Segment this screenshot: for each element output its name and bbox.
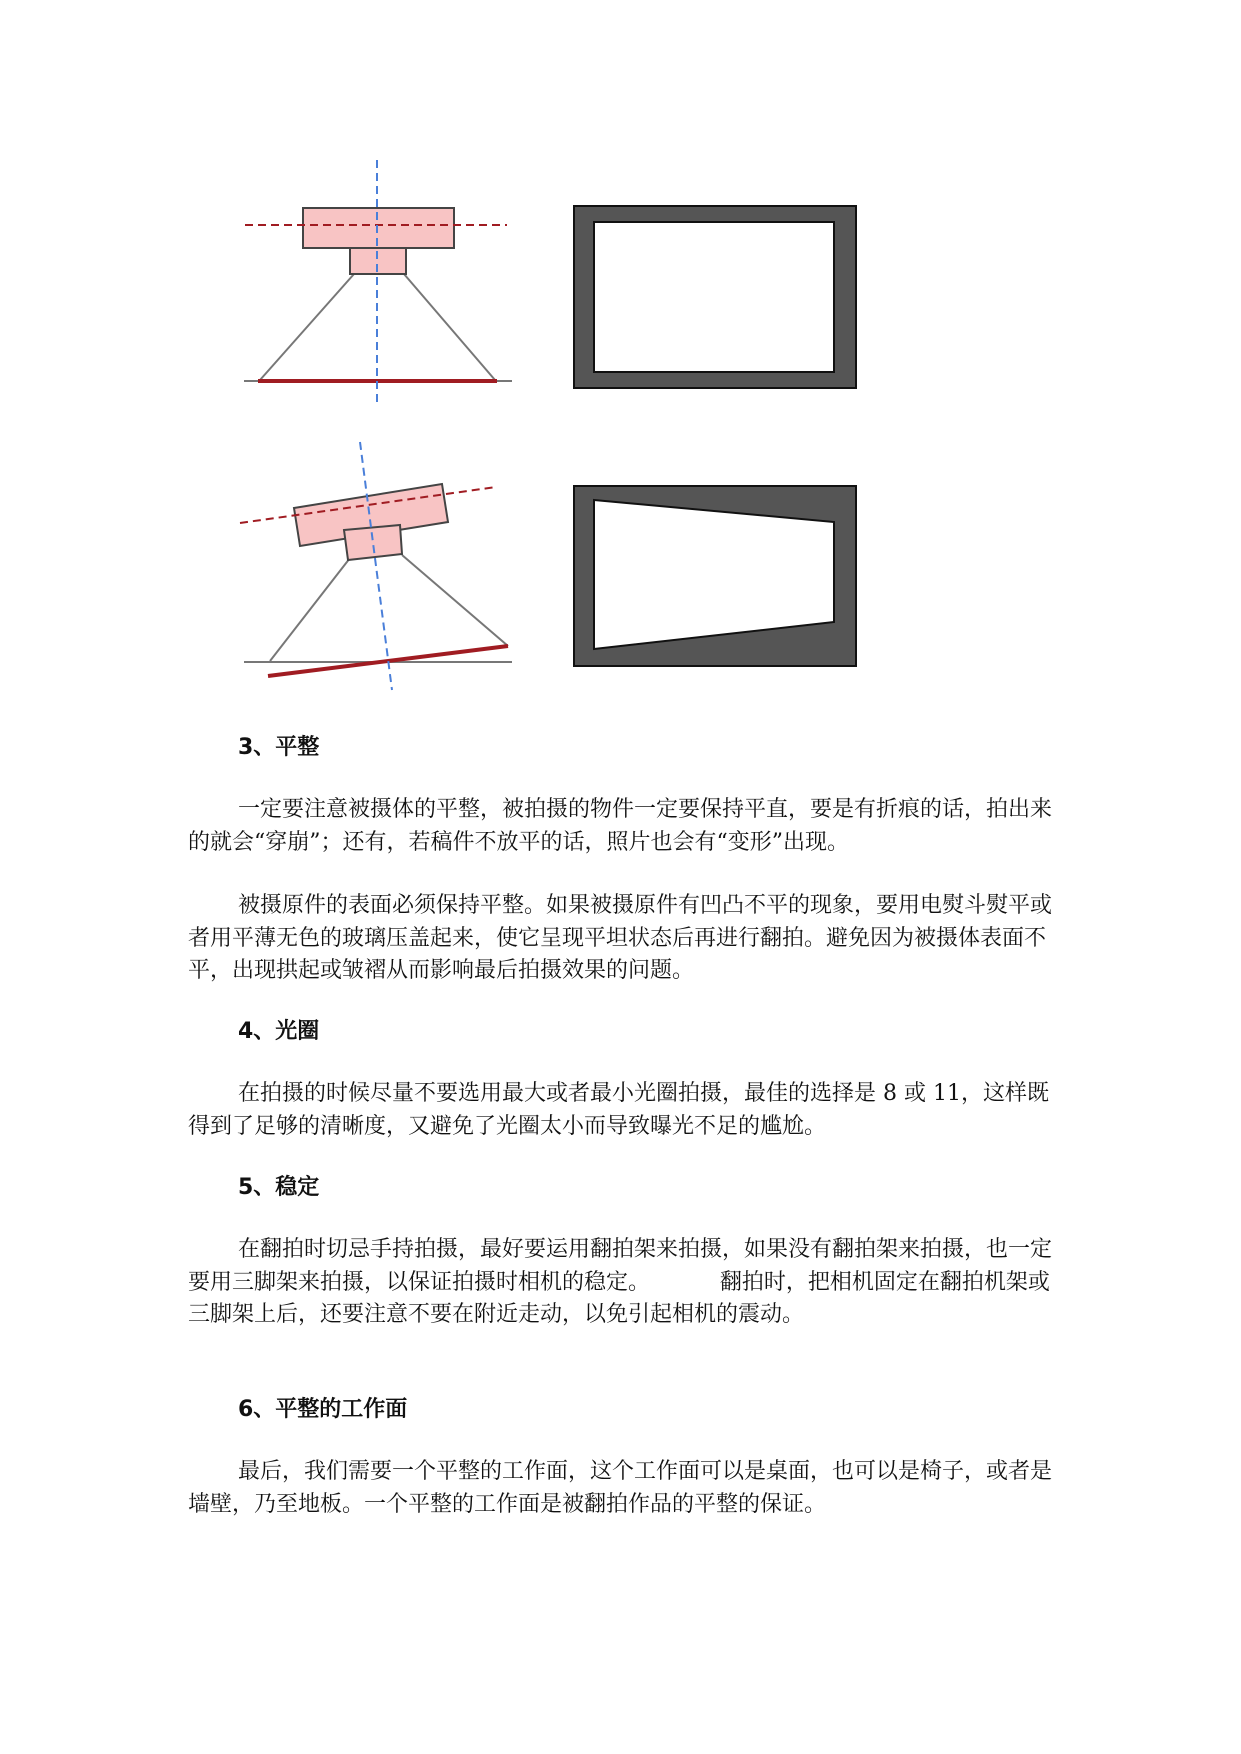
paragraph-work-surface: 最后，我们需要一个平整的工作面，这个工作面可以是桌面，也可以是椅子，或者是墙壁，乃至地板。一个平整的工作面是被翻拍作品的平整的保证。 <box>188 1459 1053 1517</box>
optical-axis-line <box>360 442 392 690</box>
paragraph-stability: 在翻拍时切忌手持拍摄，最好要运用翻拍架来拍摄，如果没有翻拍架来拍摄，也一定要用三脚架来拍摄，以保证拍摄时相机的稳定。 翻拍时，把相机固定在翻拍机架或三脚架上后，还要注意不要在附近走动，以免引起相机的震动。 <box>188 1237 1053 1327</box>
aligned-result-frame <box>574 206 856 388</box>
distorted-photo-area <box>594 500 834 649</box>
paragraph-aperture: 在拍摄的时候尽量不要选用最大或者最小光圈拍摄，最佳的选择是 8 或 11，这样既得到了足够的清晰度，又避免了光圈太小而导致曝光不足的尴尬。 <box>188 1081 1049 1139</box>
tilted-result-frame <box>574 486 856 666</box>
section-heading-flatness: 3、平整 <box>238 735 320 760</box>
tilted-camera-diagram <box>240 442 512 690</box>
paragraph-flatness-2: 被摄原件的表面必须保持平整。如果被摄原件有凹凸不平的现象，要用电熨斗熨平或者用平薄无色的玻璃压盖起来，使它呈现平坦状态后再进行翻拍。避免因为被摄体表面不平，出现拱起或皱褶从而影响最后拍摄效果的问题。 <box>188 893 1053 983</box>
section-heading-stability: 5、稳定 <box>238 1175 320 1200</box>
figure-svg <box>0 0 1241 720</box>
view-cone-right <box>404 274 495 380</box>
section-heading-aperture: 4、光圈 <box>238 1019 320 1044</box>
view-cone-right <box>402 555 508 646</box>
camera-alignment-figure <box>0 0 1241 720</box>
aligned-camera-diagram <box>244 160 512 407</box>
view-cone-left <box>260 274 354 380</box>
camera-body <box>303 208 454 248</box>
view-cone-left <box>270 558 350 661</box>
section-heading-work-surface: 6、平整的工作面 <box>238 1397 408 1422</box>
photo-area <box>594 222 834 372</box>
paragraph-flatness-1: 一定要注意被摄体的平整，被拍摄的物件一定要保持平直，要是有折痕的话，拍出来的就会“穿崩”；还有，若稿件不放平的话，照片也会有“变形”出现。 <box>188 797 1053 855</box>
camera-lens <box>344 525 402 560</box>
